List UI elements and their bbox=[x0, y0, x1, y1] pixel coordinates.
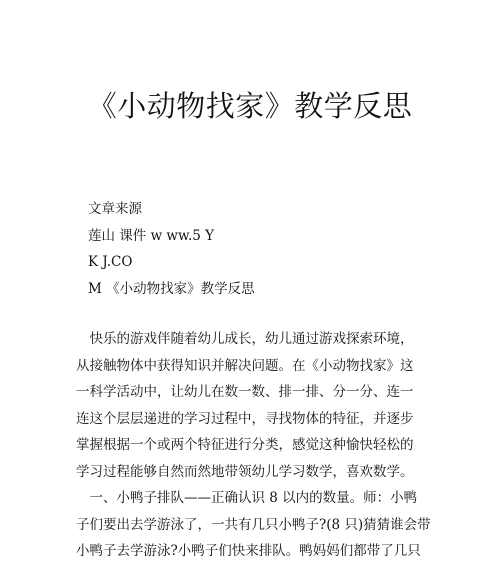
body-line: 小鸭子去学游泳?小鸭子们快来排队。鸭妈妈们都带了几只 bbox=[76, 543, 421, 559]
body-line: 从接触物体中获得知识并解决问题。在《小动物找家》这 bbox=[76, 357, 414, 374]
body-line: 掌握根据一个或两个特征进行分类，感觉这种愉快轻松的 bbox=[76, 437, 414, 453]
source-line: K J.CO bbox=[88, 254, 133, 270]
body-paragraphs bbox=[76, 326, 436, 565]
document-title: 《小动物找家》教学反思 bbox=[87, 89, 413, 123]
body-line: 子们要出去学游泳了，一共有几只小鸭子?(8 只)猜猜谁会带 bbox=[76, 516, 431, 533]
source-line: 莲山 课件 w ww.5 Y bbox=[88, 227, 215, 244]
source-line: 文章来源 bbox=[88, 201, 142, 217]
body-line: 学习过程能够自然而然地带领幼儿学习数学，喜欢数学。 bbox=[76, 463, 414, 480]
source-block bbox=[88, 196, 468, 302]
body-line: 一科学活动中，让幼儿在数一数、排一排、分一分、连一 bbox=[76, 384, 414, 400]
body-line: 一、小鸭子排队——正确认识 8 以内的数量。师：小鸭 bbox=[76, 490, 418, 506]
body-line: 连这个层层递进的学习过程中，寻找物体的特征，并逐步 bbox=[76, 410, 414, 427]
body-line: 快乐的游戏伴随着幼儿成长，幼儿通过游戏探索环境， bbox=[76, 331, 414, 347]
source-line: M 《小动物找家》教学反思 bbox=[88, 280, 255, 297]
